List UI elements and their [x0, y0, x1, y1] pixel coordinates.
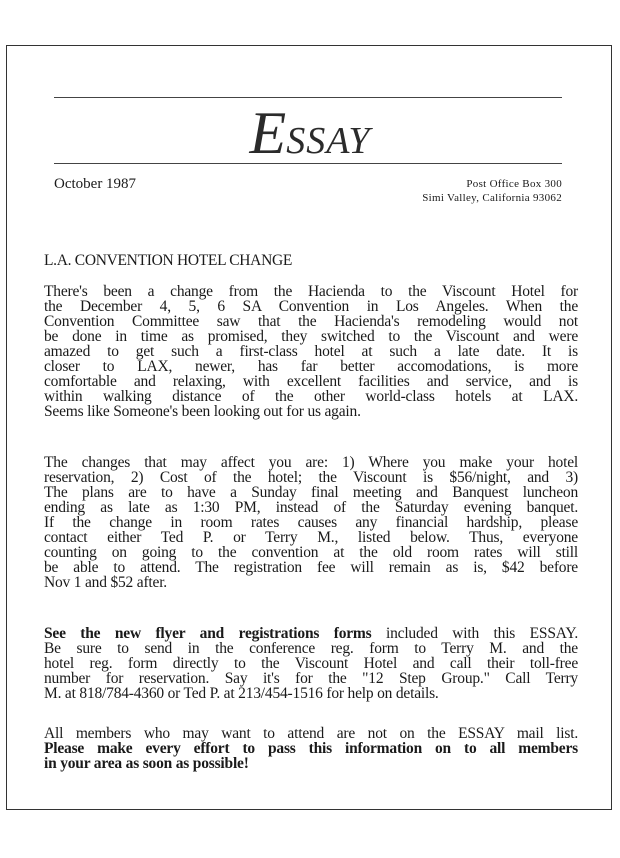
text-line: All members who may want to attend are not on the ESSAY mail list.: [44, 725, 578, 742]
text-line: Seems like Someone's been looking out for us again.: [44, 403, 361, 420]
paragraph-registration: [44, 626, 578, 701]
text-line: reservation, 2) Cost of the hotel; the Viscount is $56/night, and 3): [44, 469, 578, 486]
text-line: hotel reg. form directly to the Viscount Hotel and call their toll-free: [44, 655, 578, 672]
text-line: be done in time as promised, they switched to the Viscount and were: [44, 328, 578, 345]
text-line: amazed to get such a first-class hotel at such a late date. It is: [44, 343, 578, 360]
text-line: The changes that may affect you are: 1) Where you make your hotel: [44, 454, 578, 471]
flyer-callout: See the new flyer and registrations forms: [44, 625, 372, 642]
mailing-address: [422, 177, 562, 205]
masthead-top-rule: [54, 97, 562, 98]
text-line-bold: Please make every effort to pass this information on to all members: [44, 740, 578, 757]
issue-date: October 1987: [54, 176, 137, 192]
text-line: Convention Committee saw that the Hacienda's remodeling would not: [44, 313, 578, 330]
paragraph-hotel-change: [44, 284, 578, 419]
text-line: the December 4, 5, 6 SA Convention in Los Angeles. When the: [44, 298, 578, 315]
text-line: within walking distance of the other world-class hotels at LAX.: [44, 388, 578, 405]
text-line: [44, 626, 578, 641]
text-line-bold: in your area as soon as possible!: [44, 755, 249, 772]
address-line-1: Post Office Box 300: [466, 178, 562, 190]
text-line: There's been a change from the Hacienda to the Viscount Hotel for: [44, 283, 578, 300]
masthead-title: [0, 100, 620, 166]
text-line: counting on going to the convention at the old room rates will still: [44, 544, 578, 561]
text-line: ending as late as 1:30 PM, instead of the Saturday evening banquet.: [44, 499, 578, 516]
text-line: closer to LAX, newer, has far better accomodations, is more: [44, 358, 578, 375]
text-line: Be sure to send in the conference reg. form to Terry M. and the: [44, 640, 578, 657]
masthead-bottom-rule: [54, 163, 562, 164]
text-line: number for reservation. Say it's for the "12 Step Group." Call Terry: [44, 670, 578, 687]
masthead-title-rest: SSAY: [286, 120, 371, 162]
paragraph-changes: [44, 455, 578, 590]
address-line-2: Simi Valley, California 93062: [422, 192, 562, 204]
flyer-callout-rest: included with this ESSAY.: [371, 625, 578, 642]
article-heading: L.A. CONVENTION HOTEL CHANGE: [44, 252, 293, 269]
masthead-title-cap: E: [249, 100, 287, 166]
text-line: be able to attend. The registration fee will remain as is, $42 before: [44, 559, 578, 576]
text-line: comfortable and relaxing, with excellent facilities and service, and is: [44, 373, 578, 390]
text-line: The plans are to have a Sunday final meeting and Banquest luncheon: [44, 484, 578, 501]
text-line: M. at 818/784-4360 or Ted P. at 213/454-1516 for help on details.: [44, 685, 439, 702]
paragraph-members: [44, 726, 578, 771]
text-line: Nov 1 and $52 after.: [44, 574, 167, 591]
text-line: contact either Ted P. or Terry M., listed below. Thus, everyone: [44, 529, 578, 546]
text-line: If the change in room rates causes any financial hardship, please: [44, 514, 578, 531]
